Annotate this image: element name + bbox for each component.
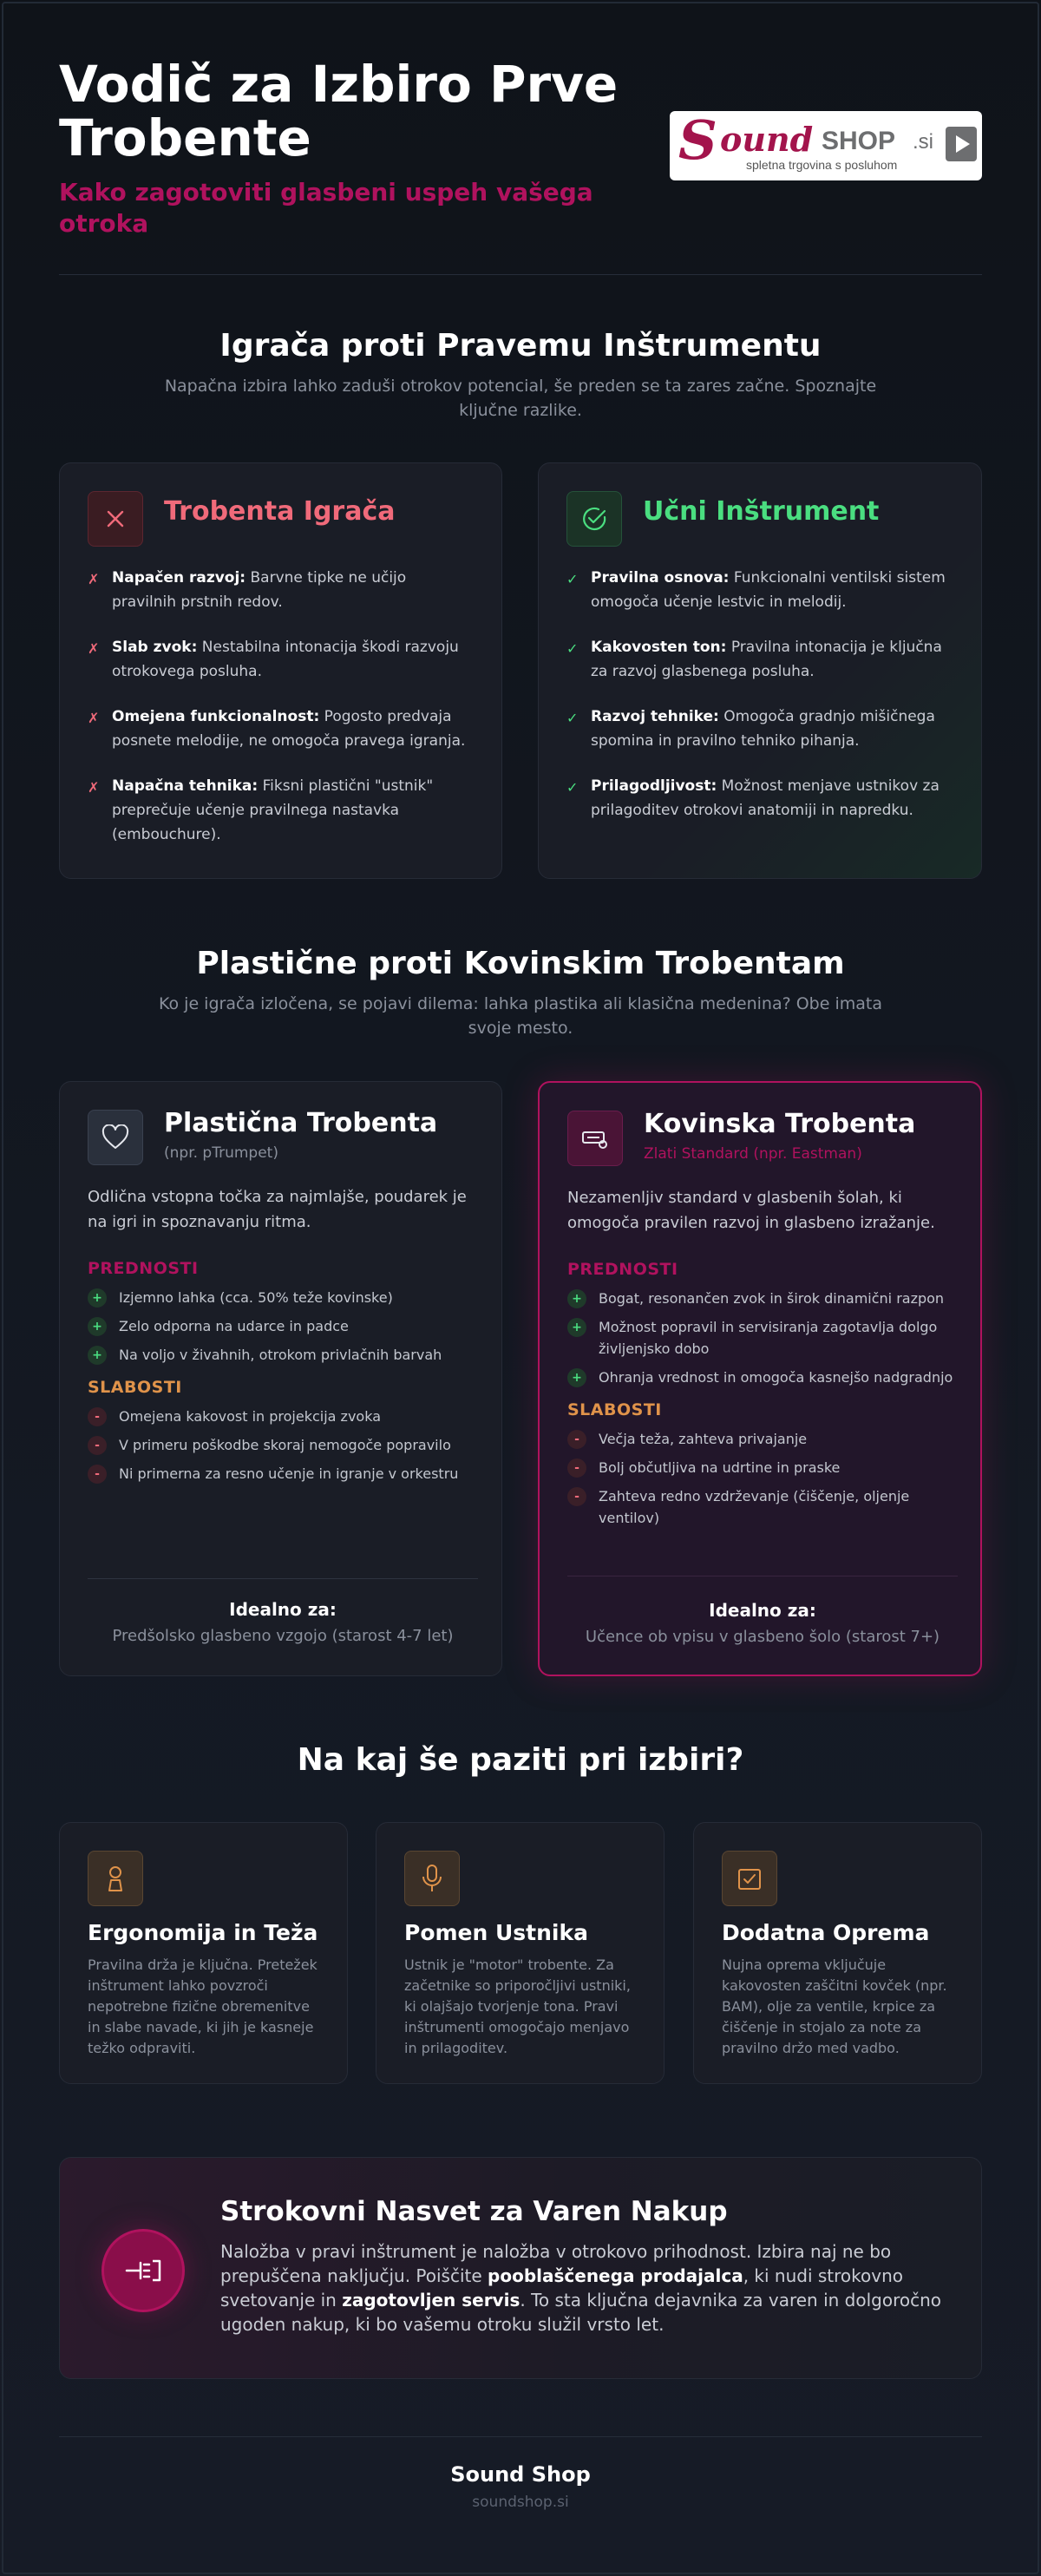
real-list — [566, 566, 948, 843]
logo-si: .si — [913, 130, 933, 154]
factor-text: Nujna oprema vključuje kakovosten zaščitni kovček (npr. BAM), olje za ventile, krpice za čiščenje in stojalo za note za pravilno držo med vadbo. — [722, 1957, 947, 2056]
factor-card — [59, 1822, 348, 2084]
divider — [88, 1578, 478, 1579]
con-text: Zahteva redno vzdrževanje (čiščenje, oljenje ventilov) — [599, 1488, 910, 1526]
list-item — [88, 566, 469, 614]
item-text: Nestabilna intonacija škodi razvoju otrokovega posluha. — [112, 639, 459, 680]
check-icon: ✓ — [566, 710, 579, 726]
pros-heading: PREDNOSTI — [567, 1260, 678, 1279]
footer-url[interactable]: soundshop.si — [472, 2494, 569, 2511]
item-label: Omejena funkcionalnost: — [112, 708, 320, 725]
list-item — [88, 774, 469, 847]
plus-icon: + — [567, 1289, 586, 1308]
real-card — [538, 462, 982, 879]
tip-title: Strokovni Nasvet za Varen Nakup — [220, 2196, 728, 2227]
divider — [59, 2436, 982, 2437]
con-text: Večja teža, zahteva privajanje — [599, 1431, 808, 1447]
plastic-card — [59, 1081, 502, 1676]
minus-icon: - — [567, 1487, 586, 1506]
list-item — [88, 635, 469, 684]
pros-heading: PREDNOSTI — [88, 1259, 199, 1278]
page-subtitle: Kako zagotoviti glasbeni uspeh vašega otroka — [59, 178, 593, 238]
logo-tagline: spletna trgovina s posluhom — [746, 158, 898, 172]
heart-icon — [88, 1110, 143, 1165]
cons-heading: SLABOSTI — [88, 1378, 182, 1397]
pro-text: Ohranja vrednost in omogoča kasnejšo nadgradnjo — [599, 1369, 953, 1386]
expert-tip — [59, 2157, 982, 2379]
factor-title: Ergonomija in Teža — [88, 1920, 318, 1945]
minus-icon: - — [567, 1430, 586, 1449]
item-label: Prilagodljivost: — [591, 777, 717, 795]
soundshop-logo[interactable] — [670, 111, 982, 180]
ideal-label: Idealno za: — [229, 1599, 337, 1620]
pro-text: Bogat, resonančen zvok in širok dinamični razpon — [599, 1290, 945, 1307]
tip-highlight: zagotovljen servis — [342, 2290, 520, 2311]
con-text: Bolj občutljiva na udrtine in praske — [599, 1459, 841, 1476]
microphone-icon — [404, 1851, 460, 1906]
logo-shop: SHOP — [822, 127, 896, 155]
cross-icon: ✗ — [88, 710, 100, 726]
metal-ideal — [567, 1600, 958, 1646]
con-item — [567, 1457, 958, 1478]
tip-highlight: pooblaščenega prodajalca — [488, 2265, 743, 2286]
footer-brand: Sound Shop — [450, 2462, 591, 2487]
pro-item — [88, 1344, 478, 1366]
plastic-title: Plastična Trobenta — [164, 1108, 438, 1138]
plus-icon: + — [88, 1346, 107, 1365]
minus-icon: - — [88, 1465, 107, 1484]
x-icon — [88, 491, 143, 547]
tip-text-part: . To sta ključna dejavnika za varen in dolgoročno ugoden nakup, ki bo vašemu otroku služil vrsto let. — [220, 2290, 942, 2335]
real-title: Učni Inštrument — [643, 496, 880, 527]
factor-text: Pravilna drža je ključna. Pretežek inštrument lahko povzroči nepotrebne fizične obremenitve in slabe navade, ki jih je kasneje težko odpraviti. — [88, 1957, 318, 2056]
factor-title: Dodatna Oprema — [722, 1920, 930, 1945]
logo-sound: ound — [720, 120, 814, 159]
item-text: Pogosto predvaja posnete melodije, ne omogoča pravega igranja. — [112, 708, 466, 750]
pro-item — [567, 1367, 958, 1388]
trumpet-icon — [101, 2229, 185, 2312]
check-icon: ✓ — [566, 779, 579, 796]
con-item — [88, 1463, 478, 1485]
con-item — [88, 1406, 478, 1427]
cross-icon: ✗ — [88, 779, 100, 796]
metal-title: Kovinska Trobenta — [644, 1109, 916, 1139]
item-label: Pravilna osnova: — [591, 569, 730, 587]
minus-icon: - — [88, 1407, 107, 1426]
factors-title: Na kaj še paziti pri izbiri? — [297, 1742, 744, 1778]
materials-title: Plastične proti Kovinskim Trobentam — [196, 946, 845, 981]
con-item — [567, 1428, 958, 1450]
plastic-pros-cons — [88, 1259, 478, 1491]
materials-description: Ko je igrača izločena, se pojavi dilema: lahka plastika ali klasična medenina? Obe imata svoje mesto. — [159, 994, 882, 1038]
list-item — [88, 705, 469, 753]
cons-heading: SLABOSTI — [567, 1400, 662, 1419]
item-text: Možnost menjave ustnikov za prilagoditev otrokovi anatomiji in napredku. — [591, 777, 940, 819]
item-text: Fiksni plastični "ustnik" preprečuje učenje pravilnega nastavka (embouchure). — [112, 777, 434, 843]
plus-icon: + — [88, 1288, 107, 1308]
ideal-text: Predšolsko glasbeno vzgojo (starost 4-7 let) — [112, 1627, 454, 1645]
pro-item — [567, 1316, 958, 1360]
metal-pros-cons — [567, 1260, 958, 1536]
tip-text-part: Naložba v pravi inštrument je naložba v otrokovo prihodnost. Izbira naj ne bo prepuščena naključju. Poiščite — [220, 2241, 892, 2286]
factor-title: Pomen Ustnika — [404, 1920, 588, 1945]
cross-icon: ✗ — [88, 640, 100, 657]
metal-subtitle: Zlati Standard (npr. Eastman) — [644, 1145, 862, 1163]
pro-item — [567, 1288, 958, 1309]
check-icon: ✓ — [566, 571, 579, 587]
comparison-title: Igrača proti Pravemu Inštrumentu — [219, 328, 822, 364]
header — [59, 57, 982, 274]
item-text: Omogoča gradnjo mišičnega spomina in pravilno tehniko pihanja. — [591, 708, 935, 750]
pro-text: Možnost popravil in servisiranja zagotavlja dolgo življenjsko dobo — [599, 1319, 938, 1357]
item-text: Barvne tipke ne učijo pravilnih prstnih redov. — [112, 569, 407, 611]
list-item — [566, 566, 948, 614]
toy-title: Trobenta Igrača — [164, 496, 396, 527]
plus-icon: + — [567, 1318, 586, 1337]
pro-item — [88, 1287, 478, 1308]
checklist-icon — [722, 1851, 777, 1906]
trumpet-icon — [567, 1111, 623, 1166]
tip-text — [220, 2239, 949, 2337]
list-item — [566, 774, 948, 823]
ideal-label: Idealno za: — [709, 1600, 816, 1621]
check-circle-icon — [566, 491, 622, 547]
metal-card — [538, 1081, 982, 1676]
divider — [59, 274, 982, 275]
tip-text-part: , ki nudi strokovno svetovanje in — [220, 2265, 904, 2311]
toy-list — [88, 566, 469, 868]
item-label: Slab zvok: — [112, 639, 198, 656]
pro-text: Na voljo v živahnih, otrokom privlačnih barvah — [119, 1347, 442, 1363]
con-text: V primeru poškodbe skoraj nemogoče popravilo — [119, 1437, 451, 1453]
logo-s: S — [678, 111, 717, 172]
cross-icon: ✗ — [88, 571, 100, 587]
comparison-section — [59, 328, 982, 423]
item-label: Kakovosten ton: — [591, 639, 727, 656]
plus-icon: + — [88, 1317, 107, 1336]
con-item — [567, 1485, 958, 1529]
item-text: Funkcionalni ventilski sistem omogoča učenje lestvic in melodij. — [591, 569, 946, 611]
con-item — [88, 1434, 478, 1456]
factor-text: Ustnik je "motor" trobente. Za začetnike so priporočljivi ustniki, ki olajšajo tvorjenje tona. Pravi inštrumenti omogočajo menjavo in prilagoditev. — [404, 1957, 631, 2056]
check-icon: ✓ — [566, 640, 579, 657]
item-label: Razvoj tehnike: — [591, 708, 719, 725]
page-title: Vodič za Izbiro Prve Trobente — [59, 55, 619, 167]
item-text: Pravilna intonacija je ključna za razvoj glasbenega posluha. — [591, 639, 942, 680]
item-label: Napačen razvoj: — [112, 569, 246, 587]
plastic-subtitle: (npr. pTrumpet) — [164, 1144, 278, 1162]
minus-icon: - — [567, 1458, 586, 1478]
pro-text: Izjemno lahka (cca. 50% teže kovinske) — [119, 1289, 393, 1306]
plastic-description: Odlična vstopna točka za najmlajše, poudarek je na igri in spoznavanju ritma. — [88, 1188, 467, 1231]
con-text: Omejena kakovost in projekcija zvoka — [119, 1408, 381, 1425]
factor-card — [693, 1822, 982, 2084]
play-icon — [946, 127, 977, 161]
ideal-text: Učence ob vpisu v glasbeno šolo (starost 7+) — [585, 1628, 940, 1646]
minus-icon: - — [88, 1436, 107, 1455]
toy-card — [59, 462, 502, 879]
list-item — [566, 705, 948, 753]
con-text: Ni primerna za resno učenje in igranje v orkestru — [119, 1465, 459, 1482]
factors-section — [59, 1742, 982, 1778]
comparison-description: Napačna izbira lahko zaduši otrokov potencial, še preden se ta zares začne. Spoznajte ključne razlike. — [164, 377, 877, 420]
pro-text: Zelo odporna na udarce in padce — [119, 1318, 349, 1334]
materials-section — [59, 946, 982, 1040]
person-icon — [88, 1851, 143, 1906]
metal-description: Nezamenljiv standard v glasbenih šolah, ki omogoča pravilen razvoj in glasbeno izražanje. — [567, 1189, 935, 1232]
item-label: Napačna tehnika: — [112, 777, 259, 795]
factor-card — [376, 1822, 665, 2084]
list-item — [566, 635, 948, 684]
plus-icon: + — [567, 1368, 586, 1387]
pro-item — [88, 1315, 478, 1337]
plastic-ideal — [88, 1599, 478, 1645]
